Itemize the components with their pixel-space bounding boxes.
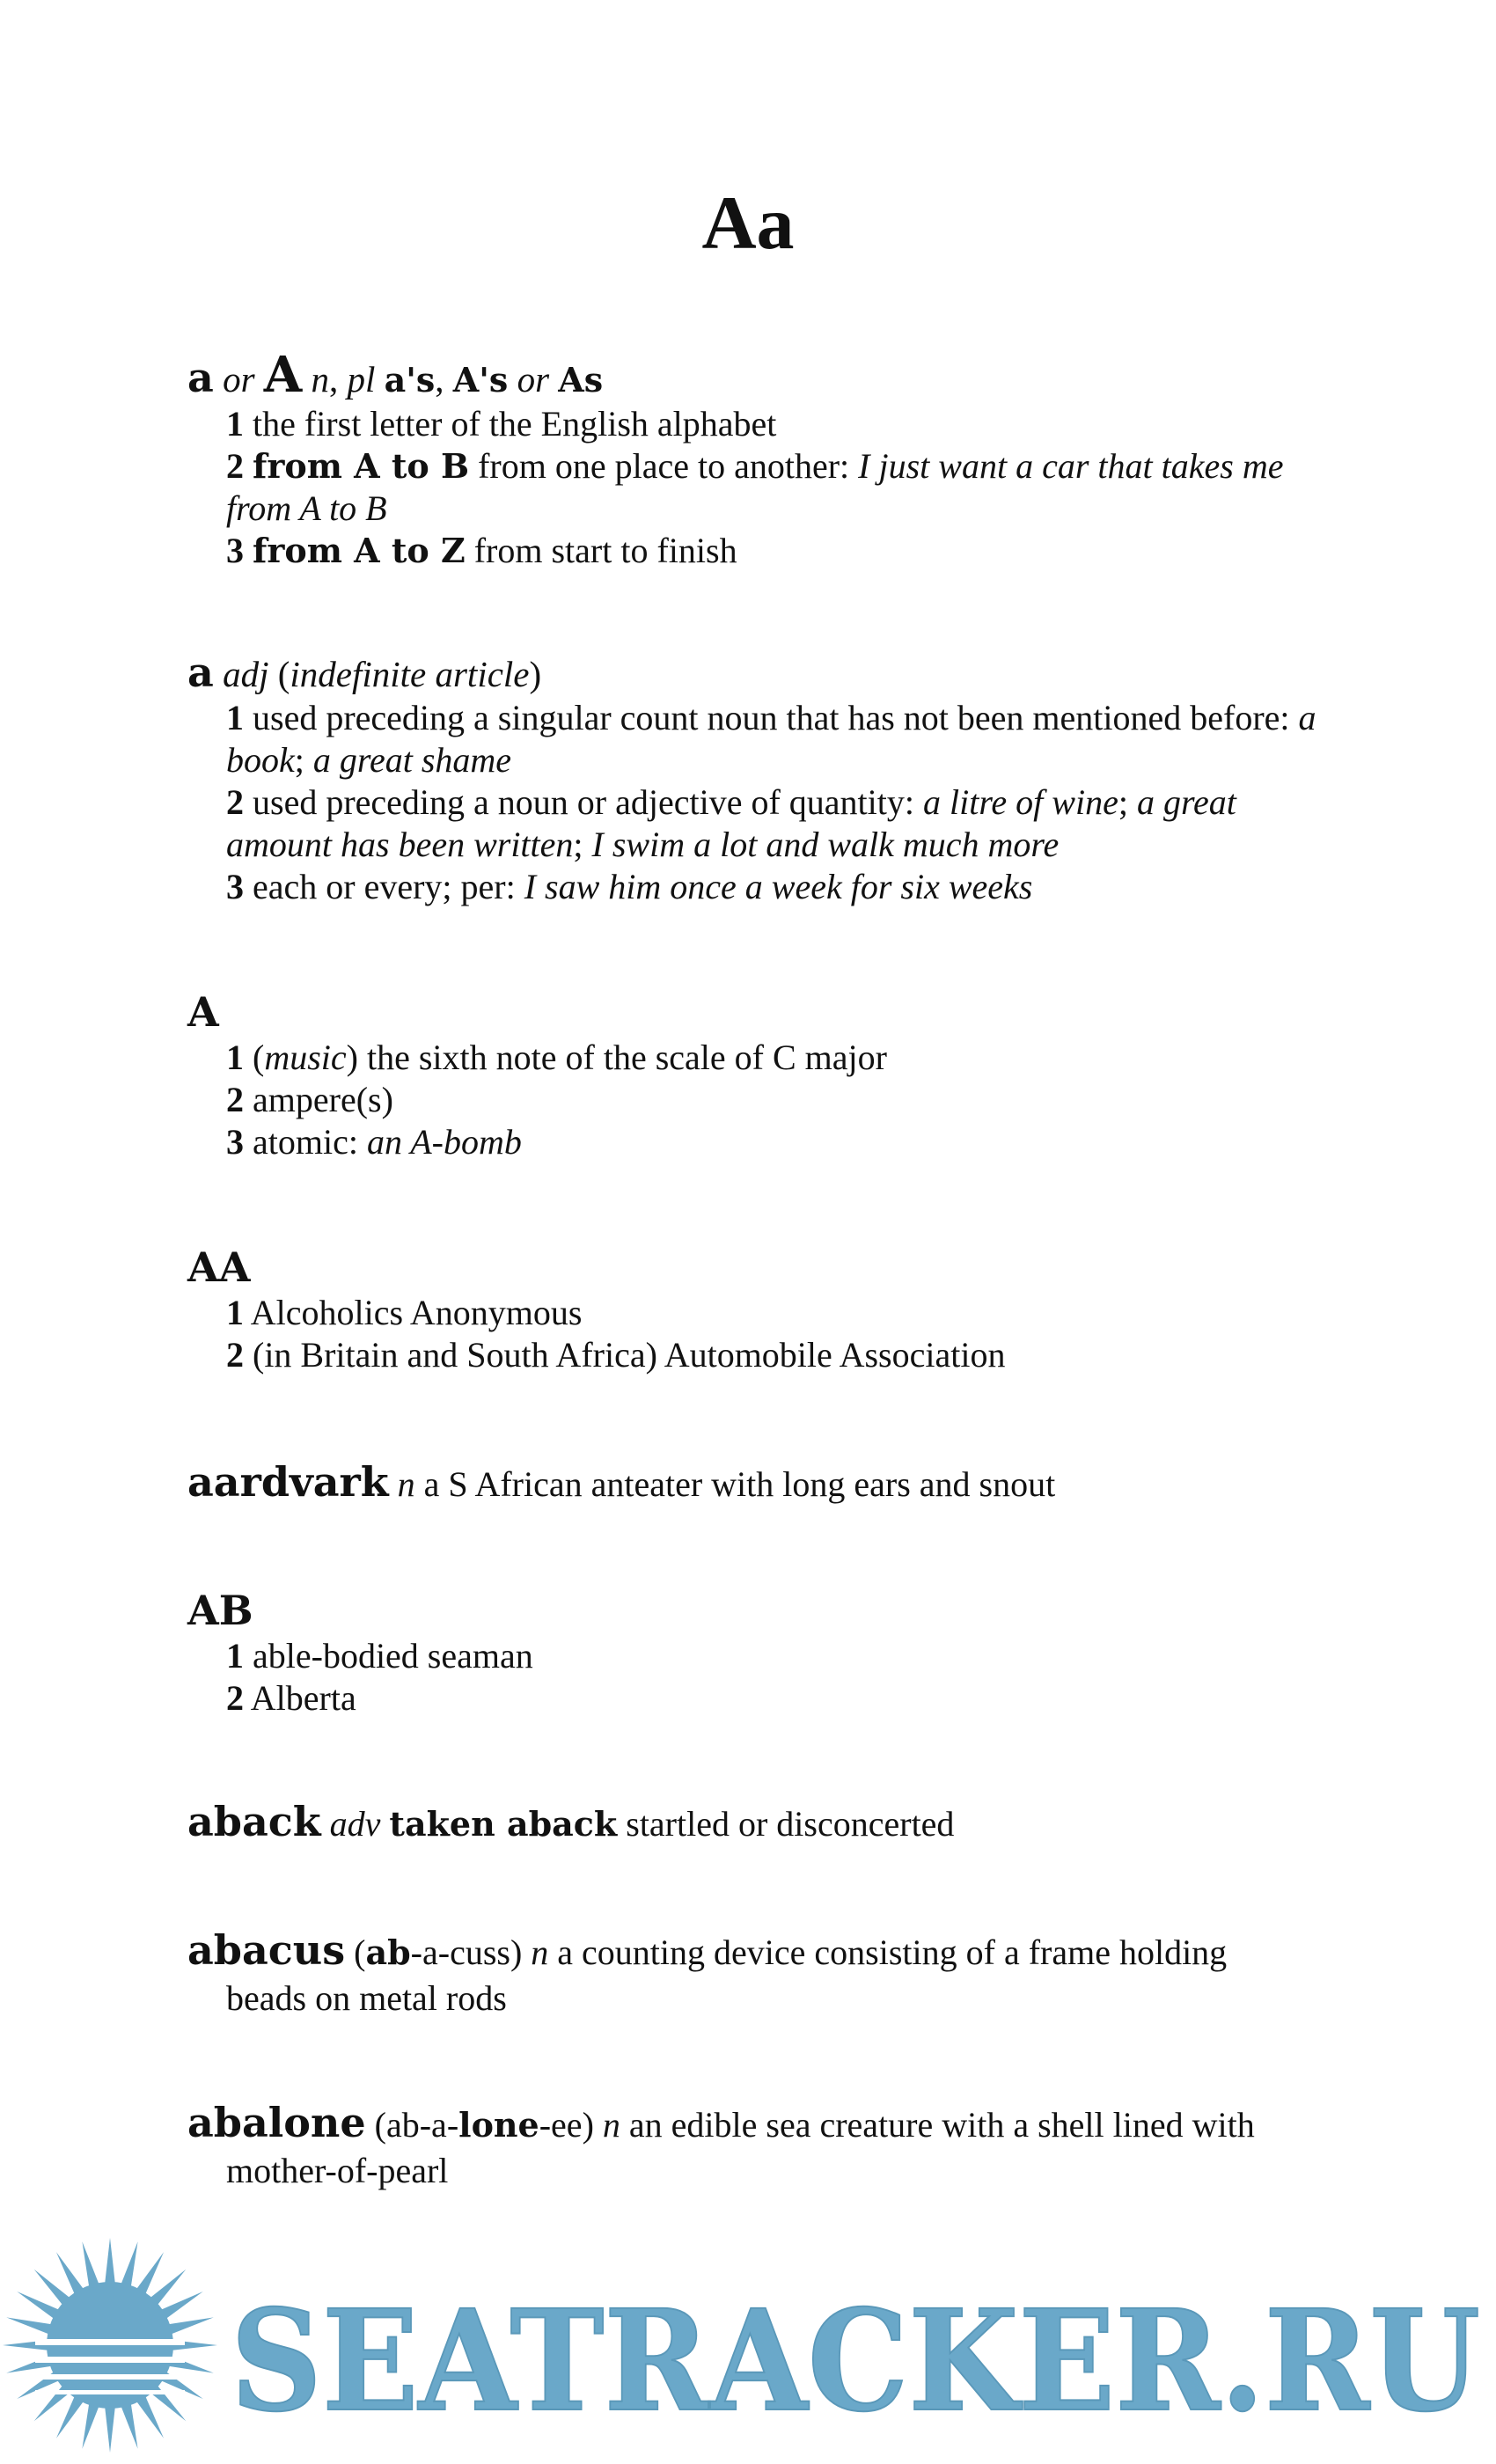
pronunciation: -ee — [539, 2105, 583, 2145]
headword: aardvark — [187, 1458, 389, 1506]
example: a great shame — [312, 740, 512, 780]
phrase: from A to Z — [253, 531, 466, 570]
sense-list — [226, 697, 1331, 908]
definition: startled or disconcerted — [626, 1804, 955, 1844]
entry-headline: abacus (ab-a-cuss) n a counting device consisting of a frame holding — [187, 1926, 1228, 1974]
sense: 2 from A to B from one place to another: I just want a car that takes me from A to B — [226, 446, 1284, 528]
headword: a — [187, 649, 214, 696]
phrase: taken aback — [389, 1804, 618, 1844]
headword: A — [187, 988, 219, 1036]
pronunciation-stress: lone — [458, 2105, 539, 2145]
definition-continuation: beads on metal rods — [226, 1978, 507, 2018]
entry-ab — [187, 1588, 1331, 1720]
sun-ray — [166, 2317, 214, 2335]
watermark-text: SEATRACKER.RU — [231, 2280, 1480, 2443]
sense: 1 used preceding a singular count noun that has not been mentioned before: a book; a great shame — [226, 698, 1316, 780]
entry-aa — [187, 1244, 1331, 1376]
definition: a S African anteater with long ears and snout — [423, 1464, 1056, 1504]
sense: 2 used preceding a noun or adjective of quantity: a litre of wine; a great amount has been written; I swim a lot and walk much more — [226, 782, 1236, 864]
headword-variant: A — [263, 346, 303, 404]
example: I swim a lot and walk much more — [591, 825, 1060, 864]
sense: 3 from A to Z from start to finish — [226, 531, 737, 570]
headword: a — [187, 354, 214, 401]
entry-headline — [187, 1459, 1331, 1507]
entry-headline: abalone (ab-a-lone-ee) n an edible sea creature with a shell lined with — [187, 2099, 1255, 2146]
sense: 1 Alcoholics Anonymous — [226, 1293, 583, 1332]
sense: 3 each or every; per: I saw him once a week for six weeks — [226, 867, 1033, 906]
example: a book — [226, 698, 1316, 780]
sun-ray — [121, 2402, 138, 2449]
headword: abacus — [187, 1926, 346, 1974]
definition: an edible sea creature with a shell lined with — [628, 2105, 1255, 2145]
pronunciation-stress: ab — [365, 1932, 411, 1972]
sense: 3 atomic: an A-bomb — [226, 1122, 522, 1162]
sun-ray — [121, 2241, 138, 2289]
entry-a-article — [187, 649, 1331, 908]
sense: 1 the first letter of the English alphabet — [226, 404, 777, 444]
part-of-speech: n — [602, 2105, 620, 2145]
sun-ray — [6, 2317, 54, 2335]
part-of-speech: adj — [223, 654, 269, 694]
entry-headline — [187, 989, 1331, 1037]
plural-form: As — [558, 360, 604, 400]
example: an A-bomb — [366, 1122, 522, 1162]
page-title: Aa — [701, 180, 795, 265]
entry-headline: a or A n, pl a's, A's or As — [187, 346, 604, 404]
headword: aback — [187, 1798, 321, 1845]
entry-headline — [187, 1799, 1331, 1847]
entry-headline — [187, 1588, 1331, 1635]
sense: 1 (music) the sixth note of the scale of C major — [226, 1038, 887, 1077]
entry-a-capital — [187, 989, 1331, 1163]
sun-ray — [105, 2405, 115, 2453]
subject-label: music — [264, 1038, 347, 1077]
headword: AA — [187, 1243, 251, 1291]
entry-aardvark — [187, 1459, 1331, 1507]
headword: abalone — [187, 2099, 366, 2146]
sense: 2 ampere(s) — [226, 1080, 393, 1119]
part-of-speech: n — [311, 359, 329, 400]
watermark — [0, 2235, 1496, 2464]
sense: 1 able-bodied seaman — [226, 1636, 533, 1676]
pronunciation: ab-a- — [385, 2105, 459, 2145]
example: I just want a car that takes me from A to B — [226, 446, 1284, 528]
sense-list — [226, 1635, 1331, 1720]
part-of-speech: n — [531, 1932, 549, 1972]
entry-headline: a adj (indefinite article) — [187, 649, 542, 696]
sun-ray — [82, 2402, 99, 2449]
entry-aback — [187, 1799, 1331, 1847]
phrase: from A to B — [253, 446, 470, 486]
entry-headline — [187, 1244, 1331, 1292]
plural-form: A's — [452, 360, 509, 400]
example: a litre of wine — [922, 782, 1118, 822]
sun-icon — [3, 2238, 217, 2453]
entry-abacus — [187, 1927, 1331, 2021]
part-of-speech: n — [397, 1464, 415, 1504]
definition: a counting device consisting of a frame holding — [557, 1932, 1228, 1972]
sense: 2 Alberta — [226, 1678, 356, 1718]
sun-ray — [105, 2238, 115, 2285]
headword: AB — [187, 1587, 253, 1634]
sun-ray — [82, 2241, 99, 2289]
sense-list — [226, 1037, 1331, 1163]
sense-list — [226, 1292, 1331, 1376]
sense: 2 (in Britain and South Africa) Automobile Association — [226, 1335, 1006, 1375]
part-of-speech: adv — [329, 1804, 381, 1844]
example: a great amount has been written — [226, 782, 1236, 864]
sense-list — [226, 403, 1331, 572]
entry-a-letter — [187, 346, 1331, 572]
pronunciation: -a-cuss — [410, 1932, 510, 1972]
entry-abalone — [187, 2100, 1331, 2194]
plural-form: a's — [384, 360, 436, 400]
definition-continuation: mother-of-pearl — [226, 2151, 449, 2190]
example: I saw him once a week for six weeks — [524, 867, 1033, 906]
usage-note: indefinite article — [290, 654, 530, 694]
